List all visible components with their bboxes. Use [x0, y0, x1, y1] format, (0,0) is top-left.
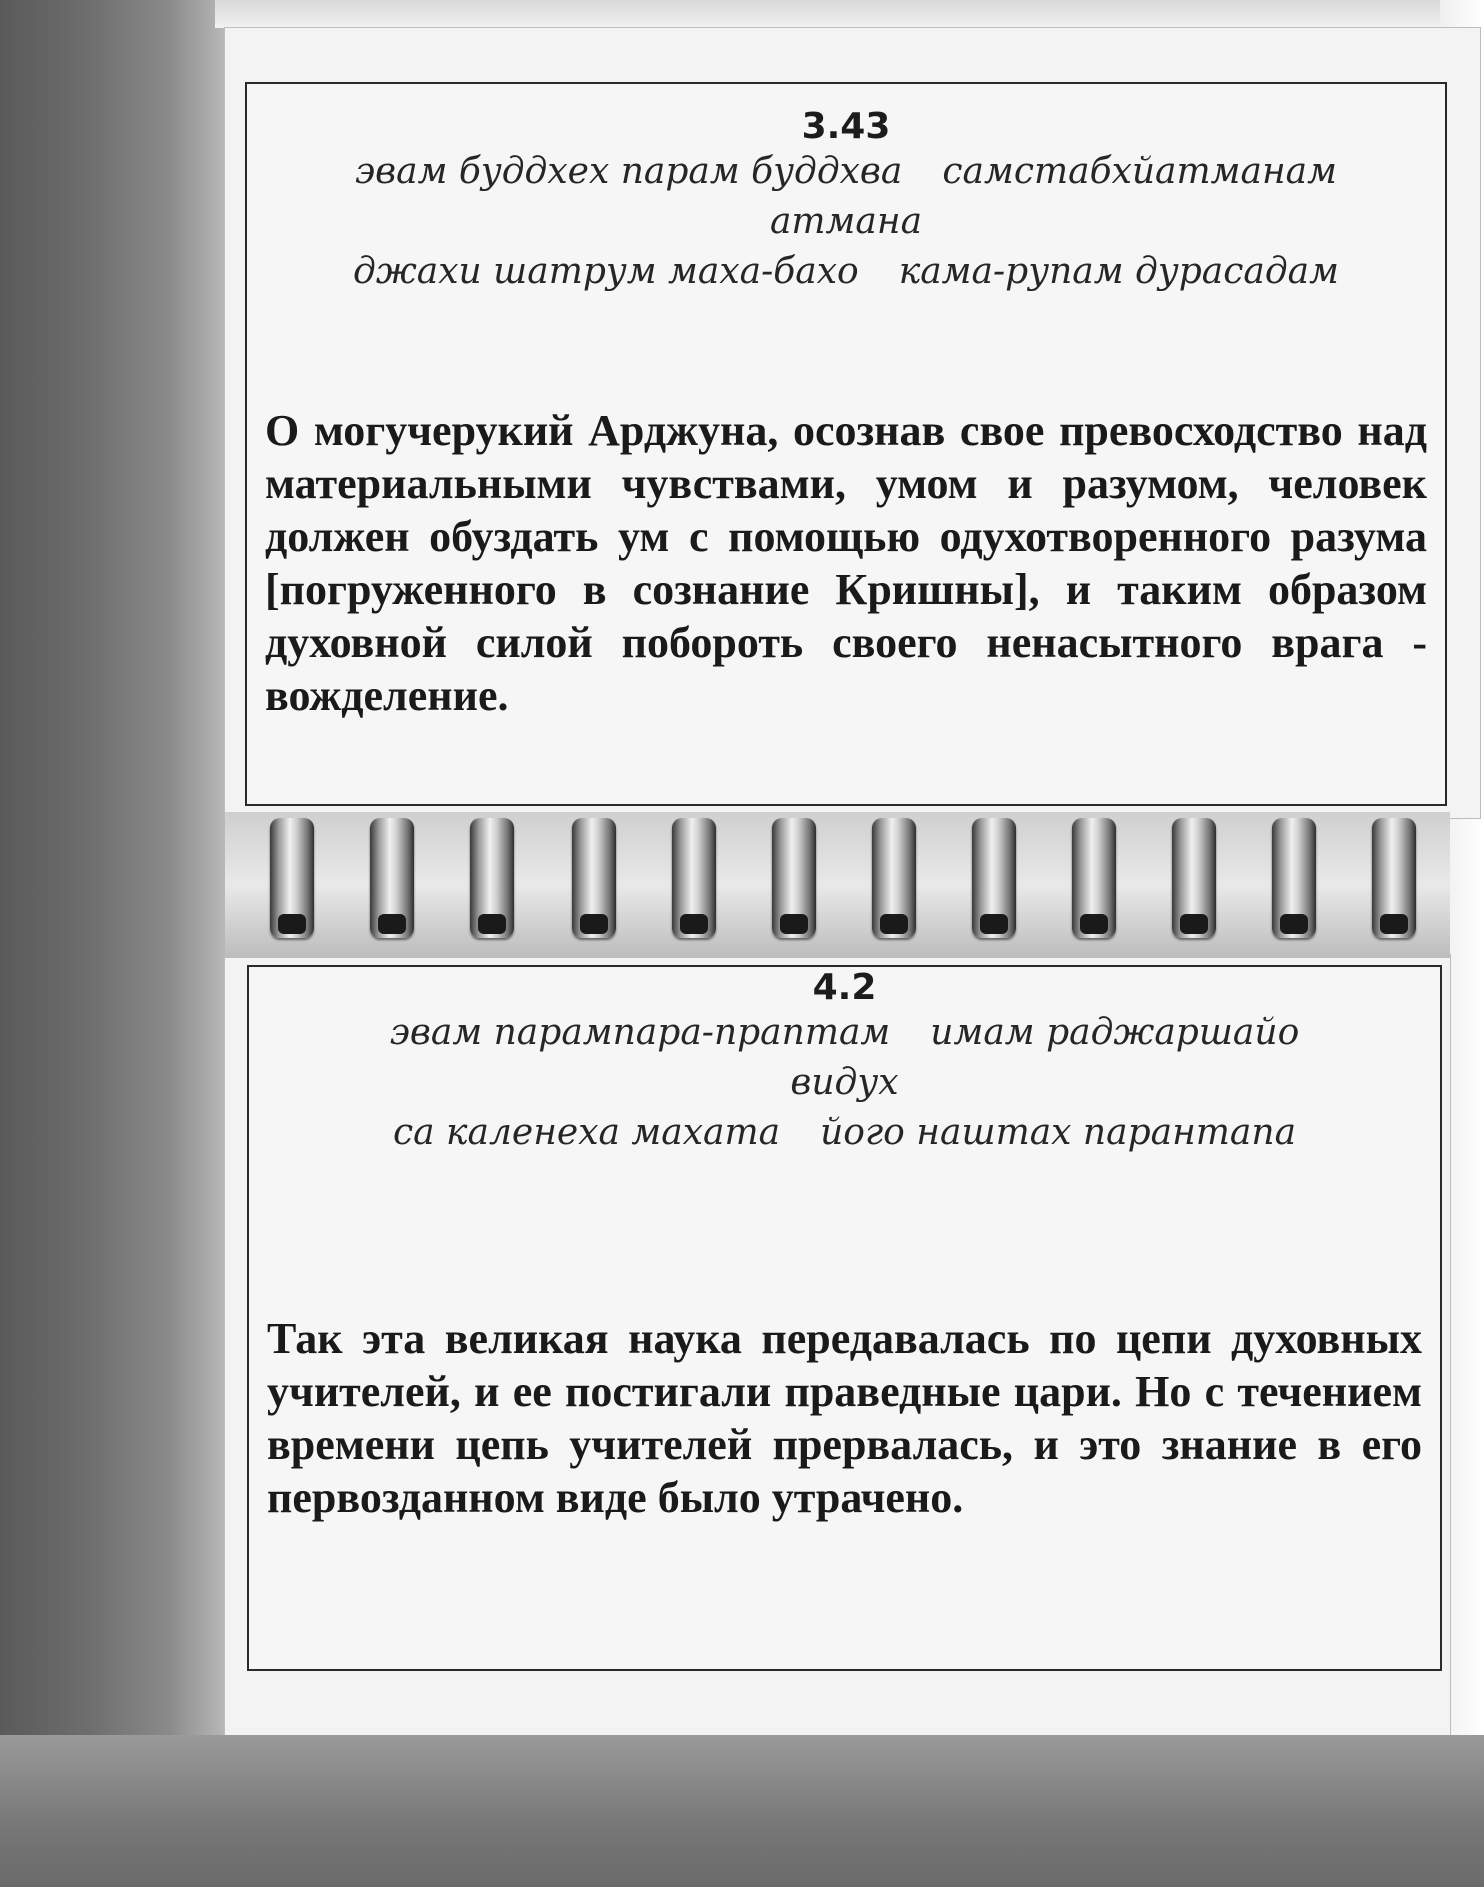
translit-part: атмана	[769, 201, 923, 242]
binding-ring	[370, 818, 414, 938]
translit-line-1	[287, 147, 1405, 197]
translit-part: видух	[790, 1062, 899, 1103]
translit-line-2	[287, 197, 1405, 247]
translit-line-2	[289, 1058, 1400, 1108]
transliteration	[289, 1008, 1400, 1158]
binding-ring	[972, 818, 1016, 938]
binding-ring	[772, 818, 816, 938]
binding-ring	[1172, 818, 1216, 938]
verse-card-3-43	[245, 82, 1447, 806]
translit-part: кама-рупам дурасадам	[898, 251, 1339, 292]
verse-number: 4.2	[812, 967, 877, 1008]
binding-ring	[470, 818, 514, 938]
binding-ring	[1072, 818, 1116, 938]
translit-part: джахи шатрум маха-бахо	[353, 251, 859, 292]
binding-ring	[270, 818, 314, 938]
binding-ring	[672, 818, 716, 938]
scan-shadow-bottom	[0, 1735, 1484, 1887]
binding-ring	[872, 818, 916, 938]
binding-ring	[572, 818, 616, 938]
translit-part: його наштах парантапа	[820, 1112, 1297, 1153]
binding-ring	[1272, 818, 1316, 938]
transliteration	[287, 147, 1405, 297]
translit-part: эвам парампара-праптам	[389, 1012, 891, 1053]
verse-card-4-2	[247, 965, 1442, 1671]
translit-part: самстабхйатманам	[942, 151, 1337, 192]
translit-line-3	[289, 1108, 1400, 1158]
translit-line-3	[287, 247, 1405, 297]
verse-number: 3.43	[801, 106, 891, 147]
verse-translation: Так эта великая наука передавалась по цепи духовных учителей, и ее постигали праведные цари. Но с течением времени цепь учителей прервалась, и это знание в его первозданном виде было утрачено.	[267, 1314, 1422, 1522]
verse-translation: О могучерукий Арджуна, осознав свое превосходство над материальными чувствами, умом и разумом, человек должен обуздать ум с помощью одухотворенного разума [погруженного в сознание Кришны], и таким образом духовной силой побороть своего ненасытного врага - вожделение.	[265, 406, 1427, 720]
scan-shadow-top	[215, 0, 1484, 28]
translit-part: имам раджаршайо	[930, 1012, 1300, 1053]
binding-ring	[1372, 818, 1416, 938]
translit-part: эвам буддхех парам буддхва	[354, 151, 903, 192]
translit-part: са каленеха махата	[392, 1112, 781, 1153]
translit-line-1	[289, 1008, 1400, 1058]
scan-shadow-left	[0, 0, 225, 1887]
